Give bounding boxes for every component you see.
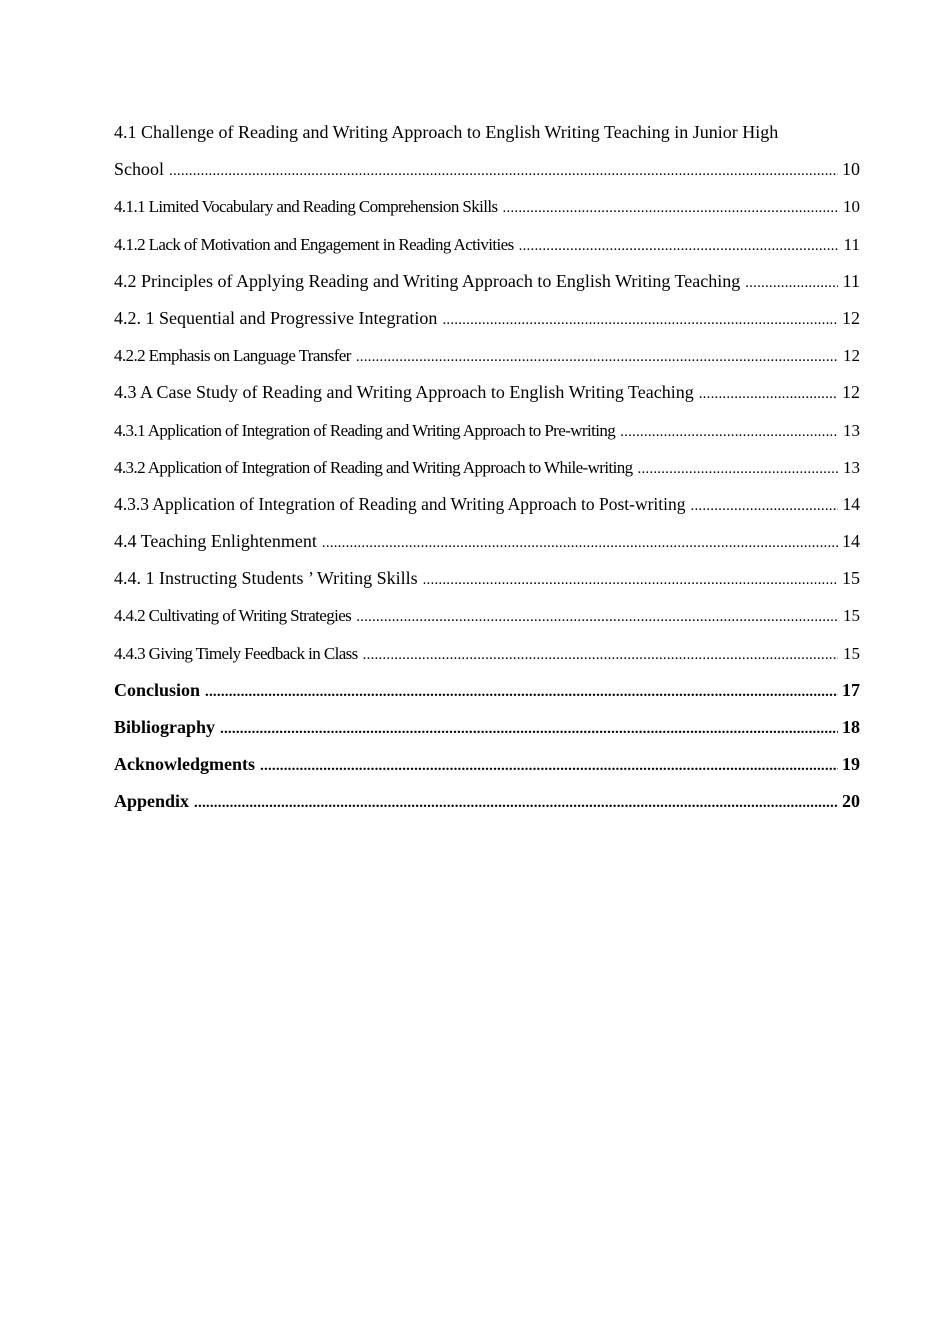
toc-entry-title: 4.1.2 Lack of Motivation and Engagement in Reading Activities <box>114 234 514 254</box>
toc-entry-title: 4.3.1 Application of Integration of Reading and Writing Approach to Pre-writing <box>114 420 616 440</box>
toc-page-number: 10 <box>842 159 860 180</box>
toc-entry-4-2-2[interactable] <box>114 337 860 374</box>
toc-entry-title: Bibliography <box>114 717 216 737</box>
dot-leader <box>205 672 838 711</box>
toc-entry-title: 4.2.2 Emphasis on Language Transfer <box>114 346 351 366</box>
dot-leader <box>699 374 838 413</box>
toc-entry-title: 4.4.2 Cultivating of Writing Strategies <box>114 606 352 626</box>
toc-entry-title: School <box>114 159 165 180</box>
toc-entry-4-4-3[interactable] <box>114 635 860 672</box>
toc-page-number: 15 <box>842 568 860 589</box>
dot-leader <box>691 486 838 525</box>
toc-entry-title: 4.3.3 Application of Integration of Reading and Writing Approach to Post-writing <box>114 493 686 514</box>
toc-entry-4-4[interactable] <box>114 523 860 560</box>
toc-entry-title: 4.2 Principles of Applying Reading and Writing Approach to English Writing Teaching <box>114 270 741 291</box>
toc-page-number: 19 <box>842 754 860 775</box>
dot-leader <box>220 709 838 748</box>
toc-page-number: 13 <box>843 457 860 477</box>
table-of-contents <box>114 114 860 821</box>
dot-leader <box>356 337 838 376</box>
toc-entry-appendix[interactable] <box>114 783 860 820</box>
dot-leader <box>356 597 838 636</box>
toc-entry-title: 4.1 Challenge of Reading and Writing Approach to English Writing Teaching in Junior High <box>114 122 779 142</box>
dot-leader <box>519 226 838 265</box>
dot-leader <box>423 560 838 599</box>
toc-page-number: 12 <box>842 307 860 328</box>
toc-entry-title: Conclusion <box>114 679 201 700</box>
toc-entry-4-3[interactable] <box>114 374 860 411</box>
dot-leader <box>638 449 838 488</box>
dot-leader <box>169 151 838 190</box>
toc-entry-title: 4.4 Teaching Enlightenment <box>114 531 317 552</box>
toc-entry-4-3-1[interactable] <box>114 412 860 449</box>
toc-entry-title: 4.4.3 Giving Timely Feedback in Class <box>114 643 358 663</box>
toc-entry-4-3-3[interactable] <box>114 486 860 523</box>
toc-page-number: 14 <box>842 531 860 552</box>
dot-leader <box>194 783 838 822</box>
toc-page-number: 18 <box>842 717 860 737</box>
toc-entry-conclusion[interactable] <box>114 672 860 709</box>
toc-entry-4-4-2[interactable] <box>114 597 860 634</box>
dot-leader <box>442 300 838 339</box>
toc-entry-bibliography[interactable] <box>114 709 860 746</box>
dot-leader <box>745 263 838 302</box>
toc-page-number: 17 <box>842 679 860 700</box>
toc-entry-4-1-1[interactable] <box>114 188 860 225</box>
toc-entry-title: 4.2. 1 Sequential and Progressive Integration <box>114 307 438 328</box>
toc-page-number: 15 <box>843 606 860 626</box>
toc-page-number: 11 <box>842 270 860 291</box>
toc-entry-4-2[interactable] <box>114 263 860 300</box>
toc-page-number: 14 <box>842 493 860 514</box>
toc-entry-4-1-2[interactable] <box>114 226 860 263</box>
toc-page-number: 13 <box>843 420 860 440</box>
toc-entry-title: Acknowledgments <box>114 754 256 775</box>
toc-entry-acknowledgments[interactable] <box>114 746 860 783</box>
dot-leader <box>620 412 838 451</box>
toc-page-number: 10 <box>843 197 860 217</box>
toc-page-number: 20 <box>842 791 860 812</box>
dot-leader <box>363 635 838 674</box>
toc-entry-title: 4.3 A Case Study of Reading and Writing Approach to English Writing Teaching <box>114 382 694 403</box>
toc-entry-4-1-line1[interactable] <box>114 114 860 151</box>
toc-page-number: 11 <box>843 234 860 254</box>
dot-leader <box>322 523 838 562</box>
toc-entry-4-2-1[interactable] <box>114 300 860 337</box>
toc-entry-title: 4.4. 1 Instructing Students ’ Writing Skills <box>114 568 418 589</box>
dot-leader <box>260 746 838 785</box>
toc-entry-4-4-1[interactable] <box>114 560 860 597</box>
toc-entry-title: 4.3.2 Application of Integration of Reading and Writing Approach to While-writing <box>114 457 633 477</box>
dot-leader <box>503 188 838 227</box>
toc-entry-4-3-2[interactable] <box>114 449 860 486</box>
toc-page-number: 15 <box>843 643 860 663</box>
toc-entry-title: Appendix <box>114 791 190 812</box>
toc-page-number: 12 <box>843 346 860 366</box>
toc-page-number: 12 <box>842 382 860 403</box>
toc-entry-title: 4.1.1 Limited Vocabulary and Reading Comprehension Skills <box>114 197 498 217</box>
toc-entry-4-1[interactable] <box>114 151 860 188</box>
